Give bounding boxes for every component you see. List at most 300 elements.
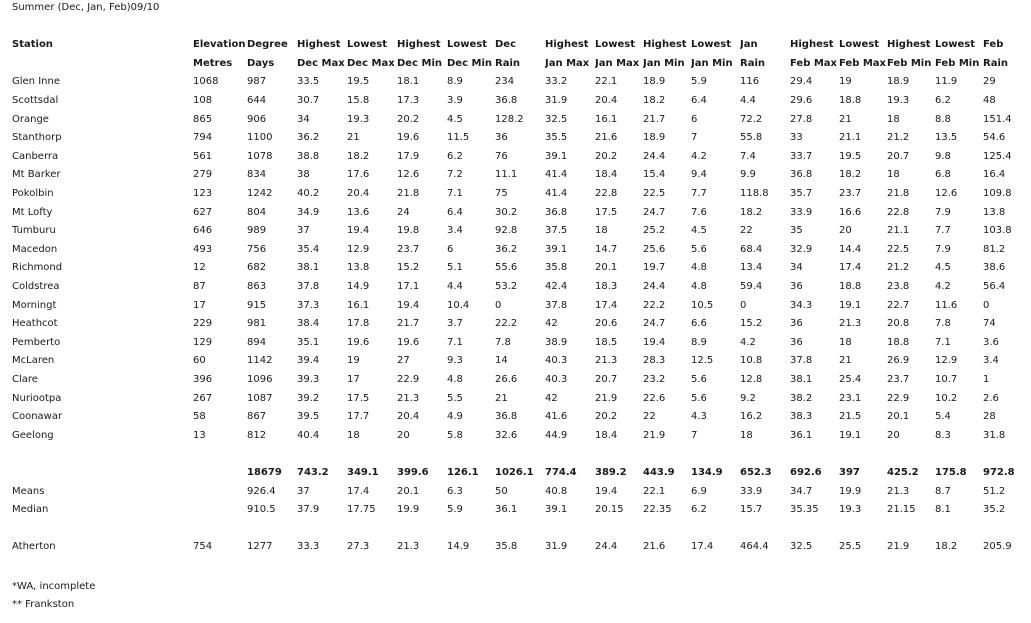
table-cell: 18: [595, 225, 608, 237]
table-cell: Lowest: [347, 39, 387, 51]
table-cell: 25.2: [643, 225, 666, 237]
table-cell: 4.9: [447, 411, 463, 423]
table-cell: 18.2: [643, 95, 666, 107]
table-cell: 40.2: [297, 188, 320, 200]
table-cell: Lowest: [935, 39, 975, 51]
table-cell: 30.7: [297, 95, 320, 107]
row-label-cell: McLaren: [12, 355, 55, 367]
row-label-cell: Orange: [12, 113, 49, 125]
table-cell: 17.4: [595, 299, 618, 311]
table-cell: 26.6: [495, 373, 518, 385]
table-cell: 19.4: [643, 336, 666, 348]
table-cell: 12.6: [397, 169, 420, 181]
table-cell: 38.2: [790, 392, 813, 404]
table-cell: 234: [495, 76, 515, 88]
table-cell: Dec: [495, 39, 517, 51]
table-cell: 21.15: [887, 504, 916, 516]
table-cell: 9.4: [691, 169, 707, 181]
table-cell: 21.7: [397, 318, 420, 330]
table-cell: 34.3: [790, 299, 813, 311]
table-cell: 17.5: [595, 206, 618, 218]
table-cell: 443.9: [643, 466, 675, 478]
table-cell: 10.4: [447, 299, 470, 311]
table-cell: 39.2: [297, 392, 320, 404]
table-cell: 20.1: [887, 411, 910, 423]
table-cell: 7: [691, 429, 698, 441]
table-cell: 23.7: [397, 243, 420, 255]
table-cell: 627: [193, 206, 213, 218]
table-cell: 38.4: [297, 318, 320, 330]
table-cell: 4.2: [740, 336, 756, 348]
table-cell: 425.2: [887, 466, 919, 478]
spacer-cell: [12, 445, 1023, 464]
table-cell: 21.9: [887, 541, 910, 553]
table-cell: 22.8: [887, 206, 910, 218]
table-cell: 926.4: [247, 485, 276, 497]
table-cell: Highest: [887, 39, 931, 51]
table-cell: 126.1: [447, 466, 479, 478]
table-cell: 20.4: [347, 188, 370, 200]
table-cell: 6: [447, 243, 454, 255]
table-cell: 40.8: [545, 485, 568, 497]
table-cell: Lowest: [595, 39, 635, 51]
table-cell: 1100: [247, 132, 273, 144]
table-cell: 1087: [247, 392, 273, 404]
row-label-cell: Morningt: [12, 299, 57, 311]
table-cell: 27.8: [790, 113, 813, 125]
table-cell: 22.35: [643, 504, 672, 516]
table-cell: 18: [839, 336, 852, 348]
row-label-cell: Atherton: [12, 541, 56, 553]
table-cell: 4.2: [691, 150, 707, 162]
row-label-cell: Clare: [12, 373, 38, 385]
table-cell: 17: [347, 373, 360, 385]
table-cell: 36.1: [790, 429, 813, 441]
table-cell: 24.7: [643, 206, 666, 218]
table-cell: 29.6: [790, 95, 813, 107]
table-cell: 15.7: [740, 504, 763, 516]
table-cell: 4.5: [447, 113, 463, 125]
table-cell: 9.9: [740, 169, 756, 181]
table-cell: 19.3: [839, 504, 862, 516]
table-cell: 19.6: [397, 336, 420, 348]
table-cell: Metres: [193, 57, 233, 69]
table-row: [12, 129, 1023, 148]
table-cell: 13.6: [347, 206, 370, 218]
row-label-cell: Coldstrea: [12, 281, 60, 293]
footnote: ** Frankston: [12, 599, 75, 610]
table-cell: 37: [297, 225, 310, 237]
table-cell: 6.9: [691, 485, 707, 497]
table-cell: 18.2: [839, 169, 862, 181]
table-cell: 205.9: [983, 541, 1012, 553]
table-cell: 22.5: [643, 188, 666, 200]
table-cell: 29.4: [790, 76, 813, 88]
table-cell: 19.9: [397, 504, 420, 516]
table-cell: 21: [495, 392, 508, 404]
table-cell: 35.8: [545, 262, 568, 274]
table-cell: 21.3: [397, 392, 420, 404]
table-cell: 5.6: [691, 392, 707, 404]
table-cell: 981: [247, 318, 267, 330]
header-row: [12, 55, 1023, 74]
table-cell: 18: [347, 429, 360, 441]
row-label-cell: Macedon: [12, 243, 58, 255]
row-label-cell: Stanthorp: [12, 132, 62, 144]
table-cell: 915: [247, 299, 267, 311]
table-cell: 18.2: [347, 150, 370, 162]
table-cell: 21.3: [839, 318, 862, 330]
table-cell: 81.2: [983, 243, 1006, 255]
table-cell: 20.4: [397, 411, 420, 423]
table-cell: 38.3: [790, 411, 813, 423]
table-cell: 20.1: [595, 262, 618, 274]
table-cell: 36: [790, 318, 803, 330]
table-cell: 17.5: [347, 392, 370, 404]
table-cell: 17.3: [397, 95, 420, 107]
table-cell: 12.9: [347, 243, 370, 255]
table-cell: 692.6: [790, 466, 822, 478]
table-cell: 18.9: [643, 132, 666, 144]
table-cell: 26.9: [887, 355, 910, 367]
table-cell: 5.6: [691, 373, 707, 385]
table-cell: 754: [193, 541, 213, 553]
header-row: [12, 36, 1023, 55]
row-label-cell: Mt Lofty: [12, 206, 53, 218]
table-cell: 24.4: [643, 150, 666, 162]
table-cell: 28: [983, 411, 996, 423]
table-cell: 5.6: [691, 243, 707, 255]
table-cell: 36.2: [495, 243, 518, 255]
table-cell: 349.1: [347, 466, 379, 478]
table-cell: 389.2: [595, 466, 627, 478]
table-cell: 23.2: [643, 373, 666, 385]
table-cell: 21.3: [595, 355, 618, 367]
table-cell: 33.9: [790, 206, 813, 218]
table-cell: 19.5: [347, 76, 370, 88]
table-cell: Feb Max: [790, 57, 837, 69]
table-cell: 18.2: [935, 541, 958, 553]
table-cell: 11.6: [935, 299, 958, 311]
table-cell: 6.2: [935, 95, 951, 107]
table-cell: 22: [643, 411, 656, 423]
table-cell: 42.4: [545, 281, 568, 293]
table-cell: 36: [495, 132, 508, 144]
table-cell: 18679: [247, 466, 282, 478]
table-cell: Elevation: [193, 39, 246, 51]
table-cell: 21: [839, 113, 852, 125]
table-cell: 21.6: [643, 541, 666, 553]
table-cell: 2.6: [983, 392, 999, 404]
table-cell: Days: [247, 57, 275, 69]
table-cell: 4.8: [447, 373, 463, 385]
table-cell: 20: [397, 429, 410, 441]
table-cell: 41.6: [545, 411, 568, 423]
table-cell: 20.4: [595, 95, 618, 107]
table-cell: 987: [247, 76, 267, 88]
table-cell: 1026.1: [495, 466, 534, 478]
table-cell: 129: [193, 336, 213, 348]
table-cell: 7.1: [447, 336, 463, 348]
table-cell: 21.3: [397, 541, 420, 553]
table-cell: 108: [193, 95, 213, 107]
table-cell: 863: [247, 281, 267, 293]
table-cell: 21.1: [887, 225, 910, 237]
table-cell: 561: [193, 150, 213, 162]
table-cell: 55.8: [740, 132, 763, 144]
table-row: [12, 371, 1023, 390]
table-cell: 7.8: [495, 336, 511, 348]
table-cell: Lowest: [447, 39, 487, 51]
footnotes: [12, 578, 95, 614]
table-row: [12, 315, 1023, 334]
table-cell: 37.8: [297, 281, 320, 293]
table-cell: 19.6: [397, 132, 420, 144]
table-cell: 21.9: [595, 392, 618, 404]
table-cell: 14.9: [347, 281, 370, 293]
table-cell: 1277: [247, 541, 273, 553]
table-cell: 22.1: [643, 485, 666, 497]
table-cell: 22.2: [643, 299, 666, 311]
table-cell: 36.8: [495, 95, 518, 107]
table-row: [12, 426, 1023, 445]
table-cell: 682: [247, 262, 267, 274]
table-cell: 8.3: [935, 429, 951, 441]
table-cell: 14.4: [839, 243, 862, 255]
table-cell: 35.35: [790, 504, 819, 516]
table-cell: [193, 482, 247, 501]
table-cell: Rain: [740, 57, 765, 69]
table-cell: 20.15: [595, 504, 624, 516]
table-cell: 3.7: [447, 318, 463, 330]
table-row: [12, 389, 1023, 408]
table-row: [12, 73, 1023, 92]
table-cell: 16.4: [983, 169, 1006, 181]
table-cell: 756: [247, 243, 267, 255]
table-cell: 39.1: [545, 243, 568, 255]
table-cell: 21.6: [595, 132, 618, 144]
table-cell: Jan Min: [643, 57, 685, 69]
table-cell: 34.9: [297, 206, 320, 218]
table-cell: 20.2: [397, 113, 420, 125]
table-cell: 20.2: [595, 411, 618, 423]
row-label-cell: Geelong: [12, 429, 54, 441]
table-cell: 397: [839, 466, 860, 478]
table-cell: 7.9: [935, 243, 951, 255]
spacer-row: [12, 445, 1023, 464]
table-cell: 7.4: [740, 150, 756, 162]
table-cell: 11.5: [447, 132, 470, 144]
table-cell: 6.8: [935, 169, 951, 181]
table-cell: 24: [397, 206, 410, 218]
table-cell: 35: [790, 225, 803, 237]
table-cell: 32.6: [495, 429, 518, 441]
table-cell: 652.3: [740, 466, 772, 478]
table-cell: 18: [887, 113, 900, 125]
table-cell: 18.8: [839, 281, 862, 293]
table-cell: 40.3: [545, 355, 568, 367]
table-cell: 867: [247, 411, 267, 423]
table-cell: 972.8: [983, 466, 1015, 478]
table-cell: 18.2: [740, 206, 763, 218]
row-label-cell: Nuriootpa: [12, 392, 62, 404]
table-cell: 19: [347, 355, 360, 367]
table-cell: 12: [193, 262, 206, 274]
table-cell: 1078: [247, 150, 273, 162]
table-cell: 12.5: [691, 355, 714, 367]
table-cell: 36.8: [545, 206, 568, 218]
table-cell: 19.5: [839, 150, 862, 162]
table-cell: 22.8: [595, 188, 618, 200]
table-row: [12, 296, 1023, 315]
table-cell: 22: [740, 225, 753, 237]
table-cell: 14: [495, 355, 508, 367]
table-cell: 33.2: [545, 76, 568, 88]
table-cell: 32.9: [790, 243, 813, 255]
table-cell: Jan Min: [691, 57, 733, 69]
table-cell: 15.2: [397, 262, 420, 274]
table-cell: 25.4: [839, 373, 862, 385]
table-cell: 267: [193, 392, 213, 404]
table-cell: 33.5: [297, 76, 320, 88]
table-cell: 39.5: [297, 411, 320, 423]
row-label-cell: Pemberto: [12, 336, 61, 348]
table-cell: 19.3: [347, 113, 370, 125]
table-cell: 17.8: [347, 318, 370, 330]
table-cell: 7.2: [447, 169, 463, 181]
table-cell: Feb: [983, 39, 1004, 51]
table-cell: Highest: [790, 39, 834, 51]
table-cell: 23.7: [839, 188, 862, 200]
table-cell: 116: [740, 76, 760, 88]
table-cell: 9.3: [447, 355, 463, 367]
table-cell: 31.8: [983, 429, 1006, 441]
table-cell: 794: [193, 132, 213, 144]
row-label-cell: Tumburu: [12, 225, 56, 237]
table-cell: 17.7: [347, 411, 370, 423]
table-cell: Jan Max: [545, 57, 590, 69]
page-title: Summer (Dec, Jan, Feb)09/10: [12, 2, 160, 13]
table-cell: 17: [193, 299, 206, 311]
table-row: [12, 166, 1023, 185]
table-cell: 35.7: [790, 188, 813, 200]
table-cell: 15.2: [740, 318, 763, 330]
table-cell: 13.8: [347, 262, 370, 274]
table-cell: 21.3: [887, 485, 910, 497]
table-cell: 7.6: [691, 206, 707, 218]
table-cell: 21.8: [887, 188, 910, 200]
table-cell: 19.4: [347, 225, 370, 237]
table-cell: 4.2: [935, 281, 951, 293]
row-label-cell: Pokolbin: [12, 188, 54, 200]
table-cell: 13.8: [983, 206, 1006, 218]
table-cell: 7.7: [935, 225, 951, 237]
table-cell: 24.7: [643, 318, 666, 330]
table-cell: 25.6: [643, 243, 666, 255]
table-cell: 74: [983, 318, 996, 330]
table-cell: 21.2: [887, 262, 910, 274]
table-cell: 118.8: [740, 188, 769, 200]
table-cell: 54.6: [983, 132, 1006, 144]
table-cell: 33: [790, 132, 803, 144]
table-cell: 33.3: [297, 541, 320, 553]
table-cell: 894: [247, 336, 267, 348]
table-cell: 22.9: [397, 373, 420, 385]
table-cell: 743.2: [297, 466, 329, 478]
table-cell: Rain: [495, 57, 520, 69]
row-label-cell: Station: [12, 39, 53, 51]
table-cell: 35.4: [297, 243, 320, 255]
table-cell: 50: [495, 485, 508, 497]
table-cell: 23.8: [887, 281, 910, 293]
table-cell: 60: [193, 355, 206, 367]
table-cell: 24.4: [595, 541, 618, 553]
table-cell: 14.7: [595, 243, 618, 255]
table-cell: 18.4: [595, 429, 618, 441]
table-row: [12, 352, 1023, 371]
median-row: [12, 501, 1023, 520]
table-cell: 123: [193, 188, 213, 200]
table-cell: Jan Max: [595, 57, 640, 69]
table-cell: 37: [297, 485, 310, 497]
table-cell: 20: [839, 225, 852, 237]
table-cell: Feb Min: [935, 57, 980, 69]
table-cell: 16.6: [839, 206, 862, 218]
table-cell: 18.8: [839, 95, 862, 107]
table-cell: 18: [887, 169, 900, 181]
table-cell: 151.4: [983, 113, 1012, 125]
table-cell: 25.5: [839, 541, 862, 553]
row-label-cell: Coonawar: [12, 411, 63, 423]
table-cell: 1142: [247, 355, 273, 367]
table-row: [12, 185, 1023, 204]
table-cell: 21.2: [887, 132, 910, 144]
table-cell: 18.1: [397, 76, 420, 88]
table-cell: Dec Min: [397, 57, 442, 69]
table-cell: 36: [790, 281, 803, 293]
table-cell: 279: [193, 169, 213, 181]
table-cell: 38: [297, 169, 310, 181]
table-cell: Degree: [247, 39, 288, 51]
table-cell: 18: [740, 429, 753, 441]
table-row: [12, 203, 1023, 222]
table-cell: 38.9: [545, 336, 568, 348]
table-cell: 33.9: [740, 485, 763, 497]
table-row: [12, 148, 1023, 167]
table-cell: 0: [495, 299, 502, 311]
table-cell: 42: [545, 318, 558, 330]
table-cell: 4.8: [691, 281, 707, 293]
table-cell: 37.9: [297, 504, 320, 516]
table-cell: 18.9: [887, 76, 910, 88]
table-cell: 36.1: [495, 504, 518, 516]
table-cell: 34.7: [790, 485, 813, 497]
table-cell: 37.5: [545, 225, 568, 237]
table-cell: 6.3: [447, 485, 463, 497]
table-cell: 20.2: [595, 150, 618, 162]
table-cell: 21.9: [643, 429, 666, 441]
table-cell: 35.8: [495, 541, 518, 553]
table-cell: 8.8: [935, 113, 951, 125]
table-cell: 36: [790, 336, 803, 348]
table-cell: 17.4: [839, 262, 862, 274]
table-cell: 19.9: [839, 485, 862, 497]
table-cell: 36.8: [495, 411, 518, 423]
table-cell: 37.3: [297, 299, 320, 311]
table-cell: 7.7: [691, 188, 707, 200]
table-cell: Highest: [297, 39, 341, 51]
table-cell: 10.7: [935, 373, 958, 385]
